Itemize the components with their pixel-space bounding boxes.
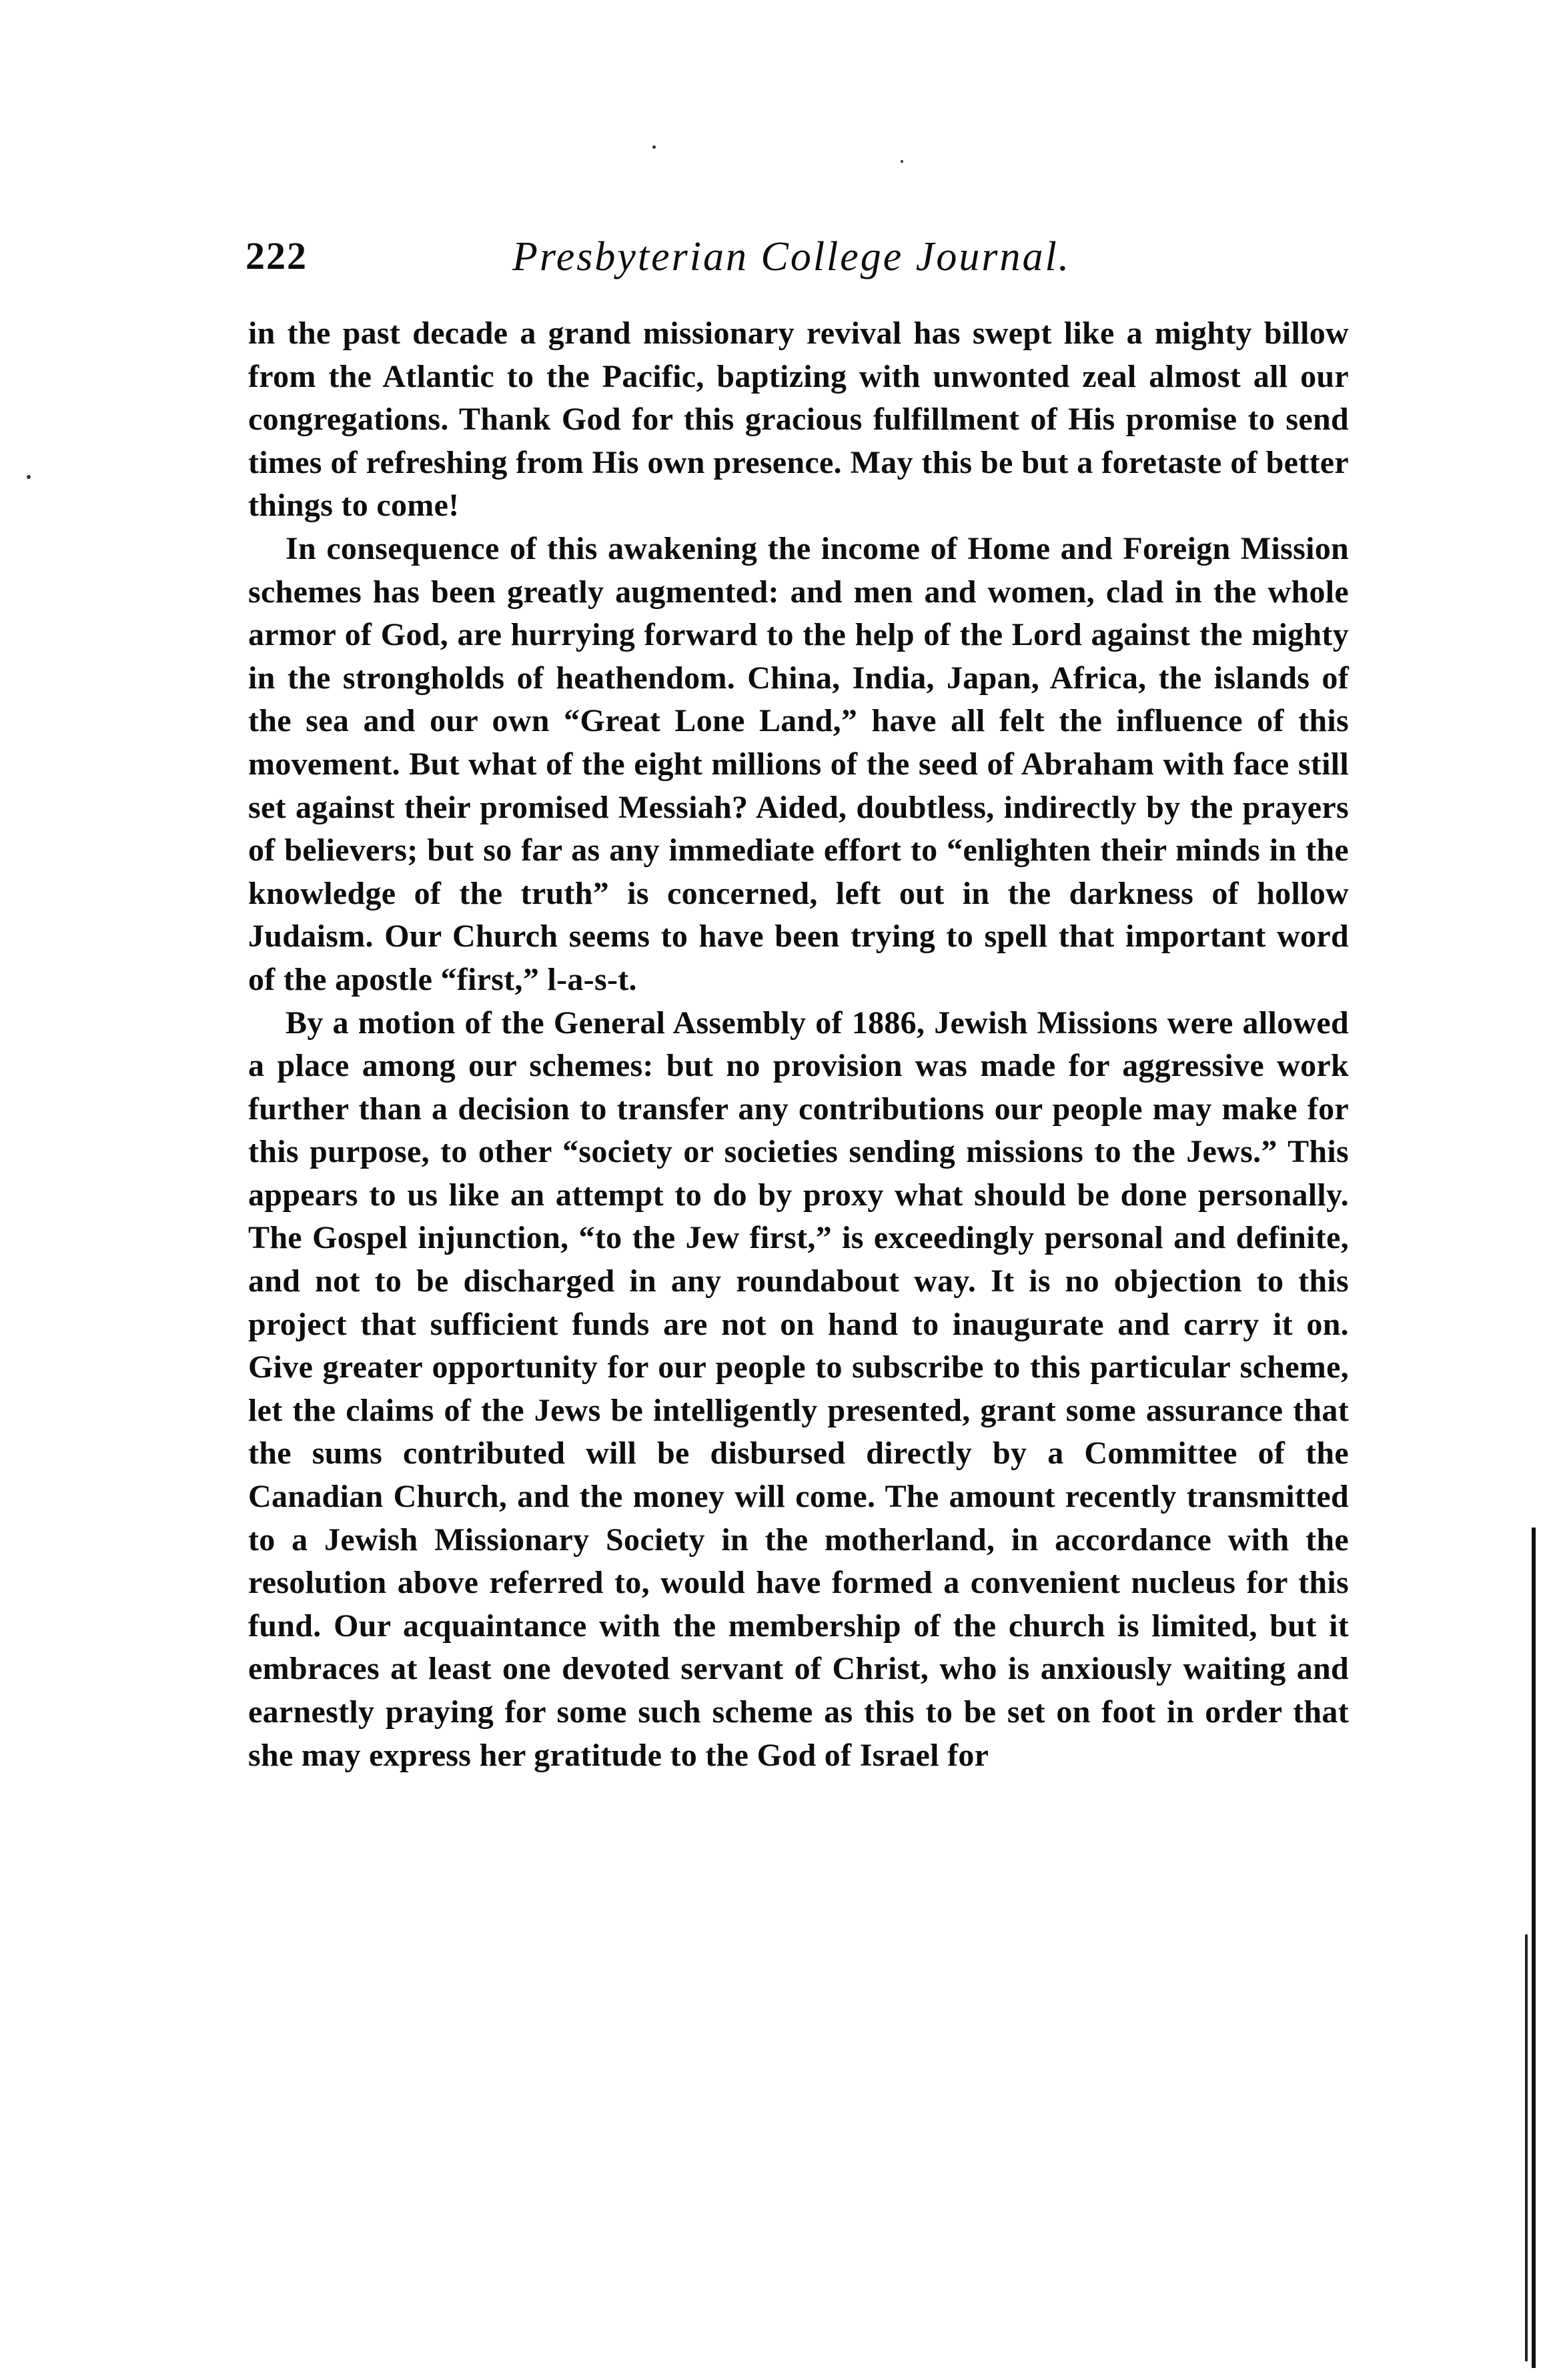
margin-speck: [901, 160, 903, 163]
margin-speck: [27, 475, 31, 479]
running-title: Presbyterian College Journal.: [512, 234, 1071, 279]
page-number: 222: [245, 234, 308, 277]
paragraph: In consequence of this awakening the income of Home and Foreign Mission schemes has been greatly augmented: and men and women, clad in the whole armor of God, are hurrying forward to the help of the Lord against the mighty in the strongholds of heathendom. China, India, Japan, Africa, the islands of the sea and our own “Great Lone Land,” have all felt the influence of this movement. But what of the eight millions of the seed of Abraham with face still set against their promised Messiah? Aided, doubtless, indirectly by the prayers of believers; but so far as any immediate effort to “enlighten their minds in the knowledge of the truth” is concerned, left out in the darkness of hollow Judaism. Our Church seems to have been trying to spell that important word of the apostle “first,” l-a-s-t.: [248, 530, 1349, 997]
paragraph: By a motion of the General Assembly of 1886, Jewish Missions were allowed a place among our schemes: but no provision was made for aggressive work further than a decision to transfer any contributions our people may make for this purpose, to other “society or societies sending missions to the Jews.” This appears to us like an attempt to do by proxy what should be done personally. The Gospel injunction, “to the Jew first,” is exceedingly personal and definite, and not to be discharged in any roundabout way. It is no objection to this project that sufficient funds are not on hand to inaugurate and carry it on. Give greater opportunity for our people to subscribe to this particular scheme, let the claims of the Jews be intelligently presented, grant some assurance that the sums contributed will be disbursed directly by a Committee of the Canadian Church, and the money will come. The amount recently transmitted to a Jewish Missionary Society in the motherland, in accordance with the resolution above referred to, would have formed a convenient nucleus for this fund. Our acquaintance with the membership of the church is limited, but it embraces at least one devoted servant of Christ, who is anxiously waiting and earnestly praying for some such scheme as this to be set on foot in order that she may express her gratitude to the God of Israel for: [248, 1005, 1349, 1773]
page-header: [245, 233, 1346, 287]
scan-edge-mark: [1525, 1934, 1528, 2361]
margin-speck: [652, 145, 656, 149]
body-text: [248, 312, 1349, 1777]
scan-edge-mark: [1532, 1528, 1536, 2368]
paragraph-continued: in the past decade a grand missionary revival has swept like a mighty billow from the Atlantic to the Pacific, baptizing with unwonted zeal almost all our congregations. Thank God for this gracious fulfillment of His promise to send times of refreshing from His own presence. May this be but a foretaste of better things to come!: [248, 316, 1349, 524]
